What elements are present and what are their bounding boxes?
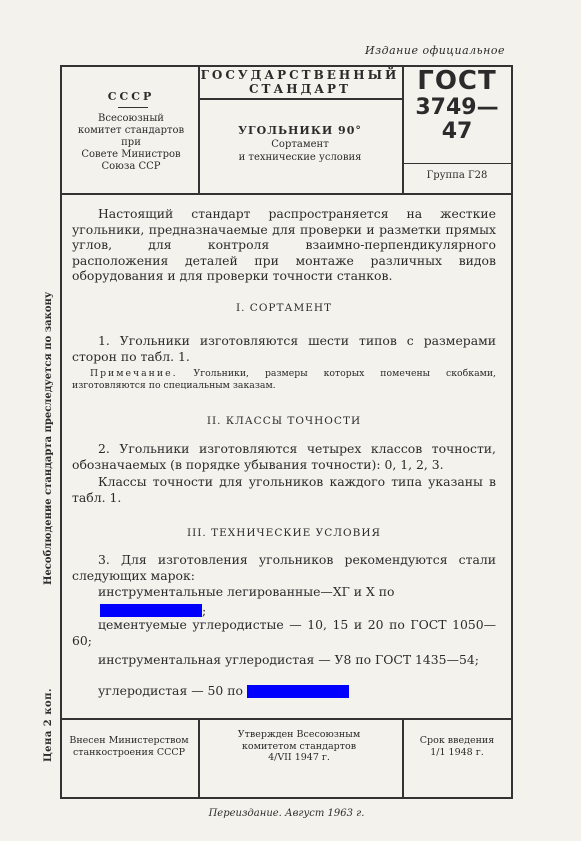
note-label: Примечание. [90,368,178,379]
introduced-by [62,735,196,758]
steel-item-2: цементуемые углеродистые — 10, 15 и 20 по ГОСТ 1050—60; [72,617,496,648]
ussr-label: СССР [107,90,155,103]
section-1-paragraph: 1. Угольники изготовляются шести типов с размерами сторон по табл. 1. [72,333,496,364]
approved-line: комитетом стандартов [241,740,357,752]
section-2-paragraph: 2. Угольники изготовляются четырех классов точности, обозначаемых (в порядке убывания точности): 0, 1, 2, 3. [72,441,496,472]
gost-number: 3749—47 [415,95,499,144]
section-3-paragraph: 3. Для изготовления угольников рекомендуются стали следующих марок: [72,552,496,583]
note-text: Угольники, размеры которых помечены скобками, изготовляются по специальным заказам. [72,368,496,391]
section-2-paragraph-2: Классы точности для угольников каждого типа указаны в табл. 1. [72,474,496,505]
header-divider [62,193,511,195]
committee-line: при [121,137,141,148]
committee-line: комитет стандартов [77,125,185,136]
introduced-line: станкостроения СССР [72,746,186,758]
subtitle-line: Сортамент [271,139,329,150]
title-divider [200,98,402,100]
redacted-block [247,685,349,698]
steel-item-4 [72,683,496,699]
committee-line: Союза ССР [101,161,161,172]
approved-line: Утвержден Всесоюзным [237,729,361,740]
committee-line: Совете Министров [81,149,181,160]
footer-divider [62,718,511,720]
reissue-note: Переиздание. Август 1963 г. [208,808,365,819]
group-label: Группа Г28 [426,170,488,181]
state-standard-line: СТАНДАРТ [249,82,351,96]
document-title: УГОЛЬНИКИ 90° [238,124,362,137]
steel-item-1-end: ; [202,603,207,618]
state-standard-line: ГОСУДАРСТВЕННЫЙ [200,68,400,82]
introduced-line: Внесен Министерством [69,735,189,746]
price-label: Цена 2 коп. [43,688,54,762]
committee-line: Всесоюзный [98,113,164,124]
edition-label: Издание официальное [365,44,505,57]
steel-item-1 [72,584,496,600]
gost-label: ГОСТ [417,66,497,96]
section-3-heading: III. ТЕХНИЧЕСКИЕ УСЛОВИЯ [186,527,382,539]
redacted-block [100,604,202,617]
ussr-rule [118,107,148,108]
intro-paragraph: Настоящий стандарт распространяется на жесткие угольники, предназначаемые для проверки и разметки прямых углов, для контроля взаимно-перпендикулярного расположения деталей при монтаже различных видов оборудования и для проверки точности станков. [72,206,496,283]
effective-line: Срок введения [419,735,495,746]
state-standard-heading [200,68,400,96]
group-divider [402,163,513,164]
steel-item-4-text: углеродистая — 50 по [98,683,243,698]
section-2-heading: II. КЛАССЫ ТОЧНОСТИ [206,415,362,427]
section-1-note [72,368,496,392]
document-subtitle [200,138,400,164]
approved-line: 4/VII 1947 г. [268,752,330,763]
steel-item-3: инструментальная углеродистая — У8 по ГОСТ 1435—54; [98,652,479,667]
subtitle-line: и технические условия [238,152,362,163]
legal-warning: Несоблюдение стандарта преследуется по закону [43,291,54,585]
steel-item-1-text: инструментальные легированные—ХГ и Х по [98,584,395,599]
committee-block [64,113,198,173]
effective-date [402,735,512,758]
section-1-heading: I. СОРТАМЕНТ [235,302,333,314]
effective-line: 1/1 1948 г. [430,746,484,758]
approved-by [198,729,400,764]
